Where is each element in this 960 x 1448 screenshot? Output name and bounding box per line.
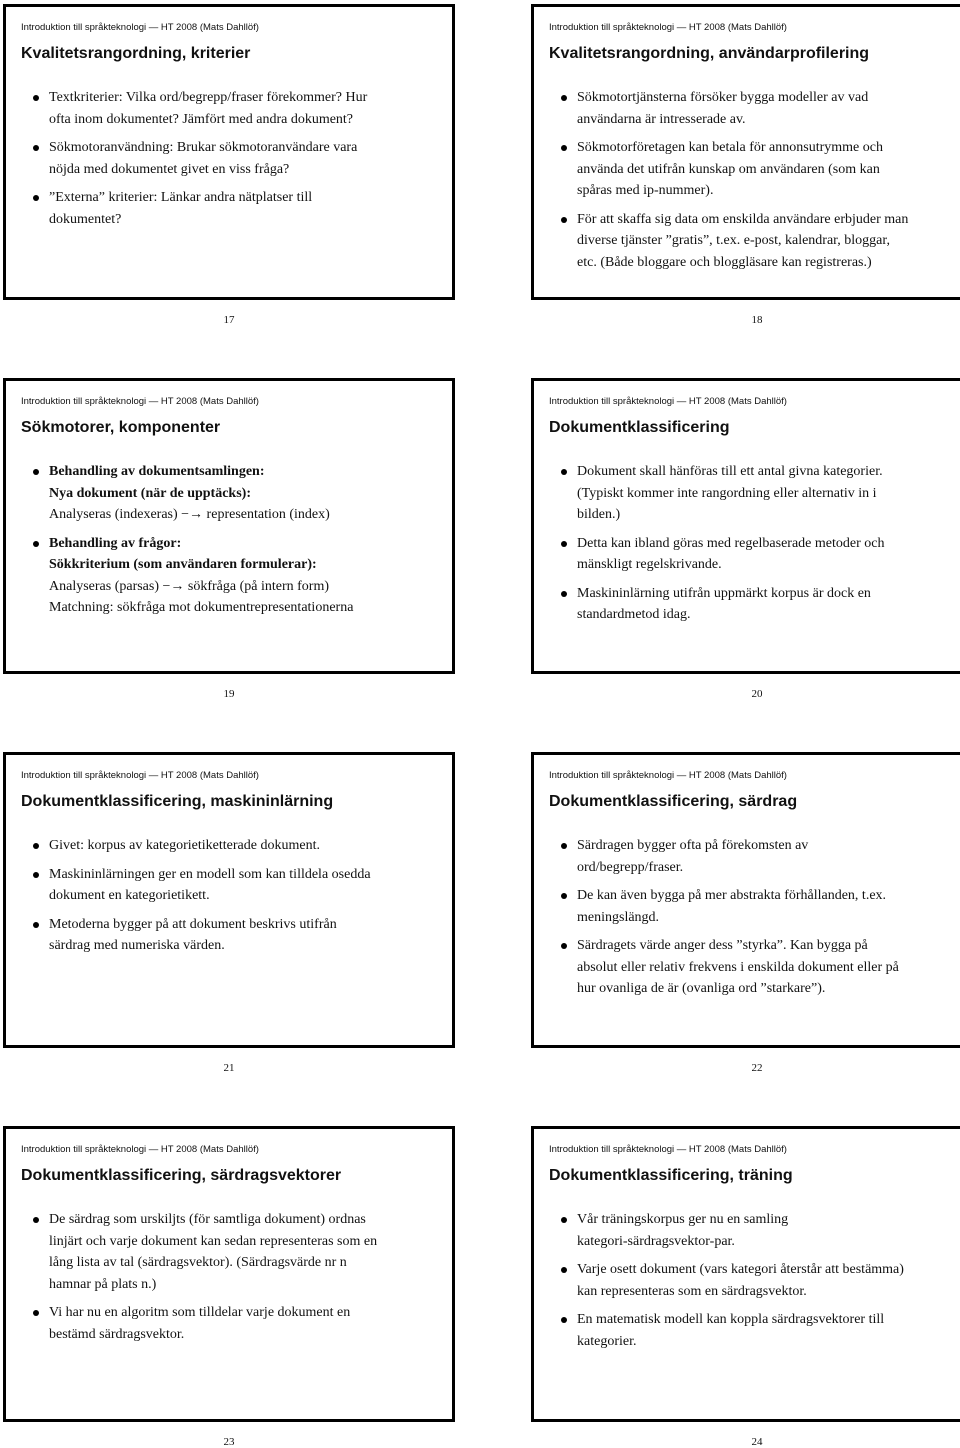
bullet-list bbox=[21, 461, 442, 626]
bullet-item bbox=[549, 87, 960, 130]
bullet-item bbox=[21, 1209, 442, 1295]
slide-2 bbox=[531, 4, 960, 300]
slide-title: Dokumentklassificering, träning bbox=[549, 1167, 793, 1184]
page-number: 19 bbox=[223, 688, 235, 700]
bullet-line: använda det utifrån kunskap om användaren (som kan bbox=[577, 161, 880, 177]
bullet-line: användarna är intresserade av. bbox=[577, 111, 746, 127]
bullet-item bbox=[549, 533, 960, 576]
slide-header: Introduktion till språkteknologi — HT 2008 (Mats Dahllöf) bbox=[21, 22, 259, 33]
bullet-item bbox=[21, 137, 442, 180]
slide-header: Introduktion till språkteknologi — HT 2008 (Mats Dahllöf) bbox=[21, 1144, 259, 1155]
bullet-list bbox=[21, 1209, 442, 1352]
bullet-line: diverse tjänster ”gratis”, t.ex. e-post, kalendrar, bloggar, bbox=[577, 233, 890, 248]
bullet-line: Dokument skall hänföras till ett antal givna kategorier. bbox=[577, 464, 883, 479]
bullet-item bbox=[549, 137, 960, 202]
page-number: 17 bbox=[223, 314, 235, 326]
slide-header: Introduktion till språkteknologi — HT 2008 (Mats Dahllöf) bbox=[549, 396, 787, 407]
bullet-line: Vår träningskorpus ger nu en samling bbox=[577, 1212, 789, 1227]
bullet-line: Analyseras (indexeras) −→ representation (index) bbox=[49, 507, 330, 522]
slide-3 bbox=[3, 378, 455, 674]
bullet-item bbox=[549, 935, 960, 1000]
slide-title: Kvalitetsrangordning, kriterier bbox=[21, 45, 251, 62]
bullet-line: Sökkriterium (som användaren formulerar): bbox=[49, 557, 317, 572]
bullet-line: dokument en kategorietikett. bbox=[49, 888, 210, 903]
bullet-line: En matematisk modell kan koppla särdragsvektorer till bbox=[577, 1312, 885, 1327]
bullet-list bbox=[549, 835, 960, 1007]
slide-title: Sökmotorer, komponenter bbox=[21, 419, 221, 436]
bullet-line: Nya dokument (när de upptäcks): bbox=[49, 485, 251, 501]
bullet-line: ofta inom dokumentet? Jämfört med andra dokument? bbox=[49, 111, 354, 127]
bullet-item bbox=[21, 87, 442, 130]
bullet-line: Matchning: sökfråga mot dokumentrepresentationerna bbox=[49, 600, 354, 615]
bullet-item bbox=[21, 187, 442, 230]
bullet-line: Maskininlärning utifrån uppmärkt korpus är dock en bbox=[577, 585, 871, 601]
bullet-list bbox=[21, 87, 442, 237]
bullet-line: bestämd särdragsvektor. bbox=[49, 1326, 185, 1342]
bullet-line: etc. (Både bloggare och bloggläsare kan registreras.) bbox=[577, 254, 872, 270]
bullet-line: De kan även bygga på mer abstrakta förhållanden, t.ex. bbox=[577, 888, 887, 903]
slide-header: Introduktion till språkteknologi — HT 2008 (Mats Dahllöf) bbox=[549, 22, 787, 33]
bullet-item bbox=[549, 209, 960, 274]
page-number: 21 bbox=[223, 1062, 235, 1074]
bullet-item bbox=[21, 1302, 442, 1345]
bullet-line: Vi har nu en algoritm som tilldelar varje dokument en bbox=[49, 1305, 351, 1320]
bullet-line: meningslängd. bbox=[577, 909, 660, 925]
bullet-item bbox=[549, 1259, 960, 1302]
page-number: 20 bbox=[751, 688, 763, 700]
bullet-line: Varje osett dokument (vars kategori återstår att bestämma) bbox=[577, 1262, 904, 1277]
bullet-line: ”Externa” kriterier: Länkar andra nätplatser till bbox=[49, 190, 313, 205]
slide-5 bbox=[3, 752, 455, 1048]
bullet-item bbox=[21, 461, 442, 526]
bullet-item bbox=[21, 835, 442, 857]
slide-7 bbox=[3, 1126, 455, 1422]
bullet-list bbox=[549, 1209, 960, 1359]
bullet-line: ord/begrepp/fraser. bbox=[577, 859, 684, 875]
bullet-list bbox=[549, 87, 960, 280]
slide-header: Introduktion till språkteknologi — HT 2008 (Mats Dahllöf) bbox=[21, 770, 259, 781]
bullet-line: standardmetod idag. bbox=[577, 607, 691, 622]
bullet-line: lång lista av tal (särdragsvektor). (Särdragsvärde nr n bbox=[49, 1255, 347, 1270]
slide-title: Dokumentklassificering, särdrag bbox=[549, 793, 798, 810]
bullet-item bbox=[549, 1209, 960, 1252]
bullet-line: kategori-särdragsvektor-par. bbox=[577, 1233, 735, 1249]
page-number: 22 bbox=[751, 1062, 763, 1074]
bullet-line: Särdragen bygger ofta på förekomsten av bbox=[577, 838, 809, 853]
bullet-item bbox=[549, 461, 960, 526]
slide-1 bbox=[3, 4, 455, 300]
slide-title: Kvalitetsrangordning, användarprofilering bbox=[549, 45, 870, 62]
bullet-line: Sökmotoranvändning: Brukar sökmotoranvändare vara bbox=[49, 140, 358, 155]
bullet-line: För att skaffa sig data om enskilda användare erbjuder man bbox=[577, 211, 909, 227]
bullet-line: Särdragets värde anger dess ”styrka”. Kan bygga på bbox=[577, 938, 868, 953]
bullet-item bbox=[549, 583, 960, 626]
bullet-line: linjärt och varje dokument kan sedan representeras som en bbox=[49, 1233, 378, 1249]
bullet-line: kategorier. bbox=[577, 1333, 637, 1349]
bullet-line: Detta kan ibland göras med regelbaserade metoder och bbox=[577, 535, 885, 551]
slide-header: Introduktion till språkteknologi — HT 2008 (Mats Dahllöf) bbox=[549, 1144, 787, 1155]
bullet-line: kan representeras som en särdragsvektor. bbox=[577, 1283, 807, 1299]
page-number: 23 bbox=[223, 1436, 235, 1448]
slide-title: Dokumentklassificering bbox=[549, 419, 730, 436]
bullet-item bbox=[549, 885, 960, 928]
bullet-line: hamnar på plats n.) bbox=[49, 1276, 157, 1292]
slide-header: Introduktion till språkteknologi — HT 2008 (Mats Dahllöf) bbox=[21, 396, 259, 407]
slide-title: Dokumentklassificering, maskininlärning bbox=[21, 793, 334, 810]
bullet-line: Sökmotorföretagen kan betala för annonsutrymme och bbox=[577, 140, 883, 155]
bullet-item bbox=[549, 835, 960, 878]
bullet-item bbox=[549, 1309, 960, 1352]
bullet-list bbox=[549, 461, 960, 633]
bullet-line: (Typiskt kommer inte rangordning eller alternativ in i bbox=[577, 485, 877, 501]
bullet-line: Analyseras (parsas) −→ sökfråga (på intern form) bbox=[49, 578, 330, 594]
bullet-line: Textkriterier: Vilka ord/begrepp/fraser förekommer? Hur bbox=[49, 90, 368, 105]
slide-6 bbox=[531, 752, 960, 1048]
slide-8 bbox=[531, 1126, 960, 1422]
bullet-line: Behandling av dokumentsamlingen: bbox=[49, 464, 265, 479]
page-number: 18 bbox=[751, 314, 763, 326]
bullet-line: dokumentet? bbox=[49, 211, 122, 227]
bullet-line: mänskligt regelskrivande. bbox=[577, 557, 722, 572]
bullet-line: Sökmotortjänsterna försöker bygga modeller av vad bbox=[577, 90, 869, 105]
slide-header: Introduktion till språkteknologi — HT 2008 (Mats Dahllöf) bbox=[549, 770, 787, 781]
bullet-line: hur ovanliga de är (ovanliga ord ”starkare”). bbox=[577, 981, 826, 996]
bullet-line: De särdrag som urskiljts (för samtliga dokument) ordnas bbox=[49, 1212, 366, 1227]
bullet-item bbox=[21, 533, 442, 619]
bullet-line: Givet: korpus av kategorietiketterade dokument. bbox=[49, 838, 320, 853]
bullet-line: nöjda med dokumentet givet en viss fråga? bbox=[49, 161, 290, 177]
bullet-line: Behandling av frågor: bbox=[49, 535, 182, 551]
slide-title: Dokumentklassificering, särdragsvektorer bbox=[21, 1167, 342, 1184]
bullet-item bbox=[21, 864, 442, 907]
slide-4 bbox=[531, 378, 960, 674]
bullet-line: absolut eller relativ frekvens i enskilda dokument eller på bbox=[577, 959, 899, 975]
bullet-list bbox=[21, 835, 442, 964]
bullet-line: särdrag med numeriska värden. bbox=[49, 938, 225, 953]
bullet-line: spåras med ip-nummer). bbox=[577, 183, 714, 198]
bullet-line: Metoderna bygger på att dokument beskrivs utifrån bbox=[49, 916, 337, 932]
bullet-item bbox=[21, 914, 442, 957]
page-number: 24 bbox=[751, 1436, 763, 1448]
bullet-line: bilden.) bbox=[577, 507, 621, 522]
bullet-line: Maskininlärningen ger en modell som kan tilldela osedda bbox=[49, 866, 371, 882]
